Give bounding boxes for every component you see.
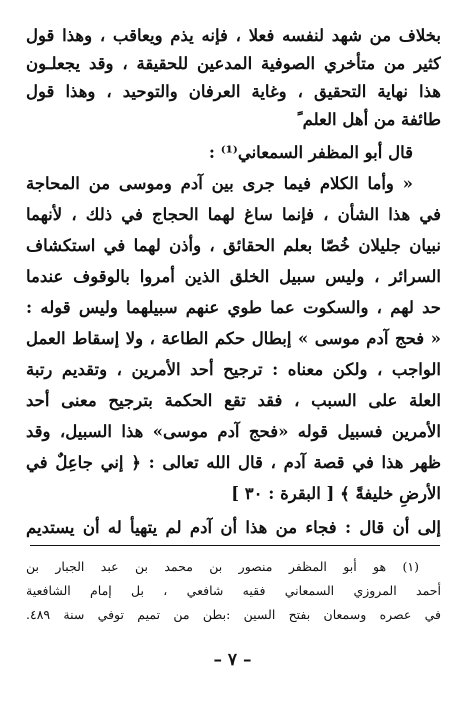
body-line-10: حد لهم ، والسكوت عما طوي عنهم سبيلهما وليس قوله : [26,298,441,317]
body-line-5: قال أبو المظفر السمعاني⁽¹⁾ : [208,143,413,162]
body-line-16: الأرضِ خليفةً ﴾ [ البقرة : ٣٠ ] [231,484,441,503]
body-line-7: في هذا الشأن ، فإنما ساغ لهما الحجاج في ذلك ، لأنهما [26,205,441,224]
footnote-line-1: (١) هو أبو المظفر منصور بن محمد بن عبد الجبار بن [26,559,419,574]
body-line-4: طائفة من أهل العلم ً [297,110,441,129]
footnote-separator [30,545,440,546]
body-line-2: كثير من متأخري الصوفية المدعين للحقيقة ، وقد يجعلـون [26,54,441,73]
body-line-15: ظهر هذا في قصة آدم ، قال الله تعالى : ﴿ إني جاعِلٌ في [26,453,441,472]
body-line-13: العلة على السبب ، فقد تقع الحكمة بترجيح معنى أحد [26,391,441,410]
body-line-17: إلى أن قال : فجاء من هذا أن آدم لم يتهيأ له أن يستديم [26,518,441,537]
body-line-14: الأمرين فسبيل قوله «فحج آدم موسى» هذا السبيل، وقد [26,422,441,441]
footnote-line-3: في عصره وسمعان بفتح السين :بطن من تميم توفي سنة ٤٨٩. [26,607,441,622]
body-line-11: « فحج آدم موسى » إبطال حكم الطاعة ، ولا إسقاط العمل [26,329,441,348]
body-line-8: نبيان جليلان خُصّا بعلم الحقائق ، وأذن لهما في استكشاف [26,236,441,255]
body-line-3: هذا نهاية التحقيق ، وغاية العرفان والتوحيد ، وهذا قول [26,82,441,101]
body-line-1: بخلاف من شهد لنفسه فعلا ، فإنه يذم ويعاقب ، وهذا قول [26,26,441,45]
body-line-9: السرائر ، وليس سبيل الخلق الذين أمروا بالوقوف عندما [26,267,441,286]
body-line-12: الواجب ، ولكن معناه : ترجيح أحد الأمرين ، وتقديم رتبة [26,360,441,379]
page-number: – ٧ – [213,650,252,670]
body-line-6: « وأما الكلام فيما جرى بين آدم وموسى من المحاجة [26,174,413,193]
footnote-line-2: أحمد المروزي السمعاني فقيه شافعي ، بل إمام الشافعية [26,583,441,598]
